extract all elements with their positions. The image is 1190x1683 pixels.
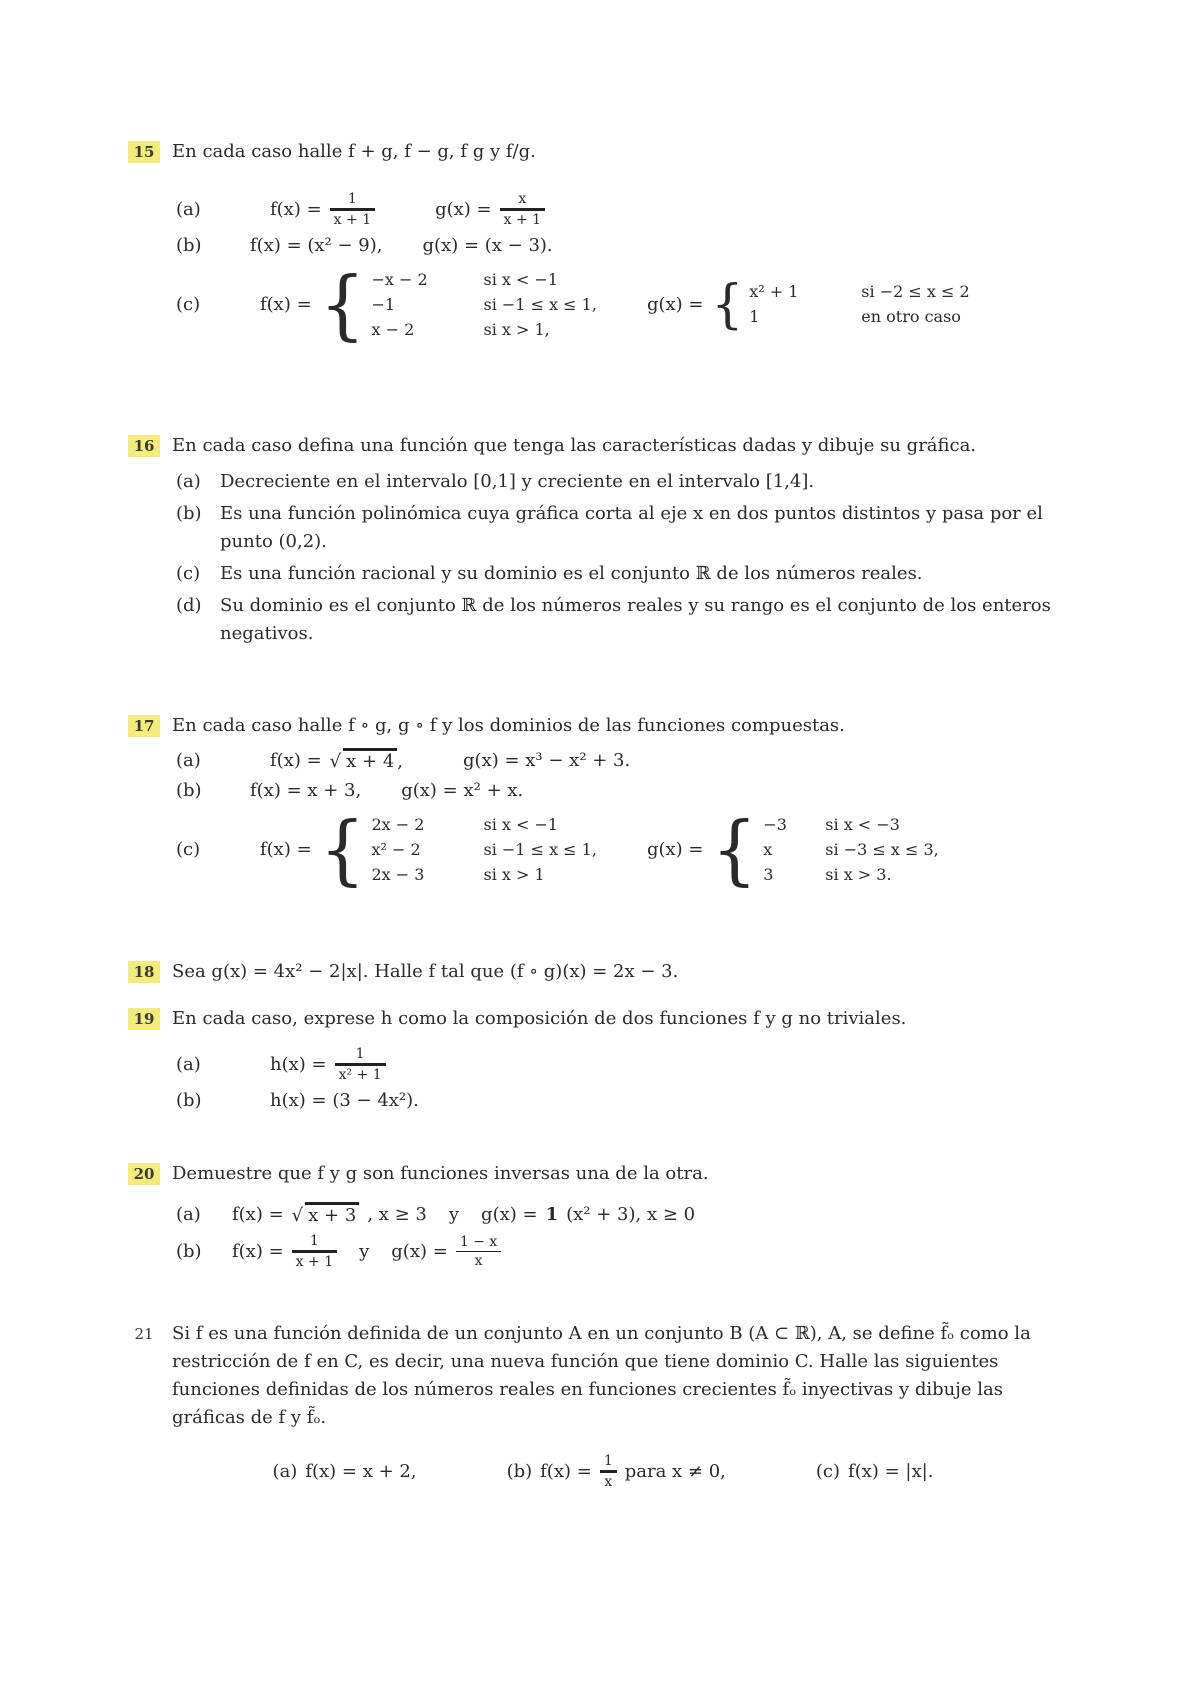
f-definition: f(x) = — [232, 1241, 284, 1262]
brace: { — [711, 273, 744, 335]
exercise-number: 19 — [128, 1008, 160, 1030]
f-definition: f(x) = (x² − 9), — [250, 235, 383, 256]
item-label: (b) — [176, 780, 202, 801]
items-row — [128, 1454, 1078, 1489]
exercise-statement: Si f es una función definida de un conjunto A en un conjunto B (A ⊂ ℝ), A, se define f̃ₒ como la restricción de f en C, es decir, una nueva función que tiene dominio C. Halle las siguientes funciones definidas de los números reales en funciones crecientes f̃ₒ inyectivas y dibuje las gráficas de f y f̃ₒ. — [172, 1323, 1031, 1428]
fraction — [335, 1047, 386, 1082]
brace: { — [319, 804, 366, 894]
list-item — [816, 1454, 934, 1489]
exercise-20 — [128, 1160, 1078, 1277]
exercise-21 — [128, 1320, 1078, 1489]
list-item — [176, 500, 1078, 556]
piecewise-row — [176, 259, 1078, 349]
formula-row: (a) f(x) = √ x + 4 , g(x) = x³ − x² + 3. — [176, 749, 631, 772]
exercise-statement: Sea g(x) = 4x² − 2|x|. Halle f tal que (f ∘ g)(x) = 2x − 3. — [172, 961, 679, 982]
exercise-17 — [128, 712, 1078, 897]
case-expression: x − 2 — [371, 319, 415, 339]
formula-row — [176, 192, 1078, 227]
numerator: 1 − x — [459, 1234, 498, 1250]
item-text: f(x) = |x|. — [848, 1461, 934, 1482]
case-expression: x² + 1 — [749, 282, 799, 301]
item-label: (b) — [176, 503, 202, 524]
g-definition: g(x) = — [481, 1203, 538, 1225]
item-text: Su dominio es el conjunto ℝ de los números reales y su rango es el conjunto de los enteros negativos. — [220, 595, 1051, 644]
coefficient: 1 — [545, 1203, 559, 1225]
item-text: Es una función polinómica cuya gráfica corta al eje x en dos puntos distintos y pasa por el punto (0,2). — [220, 503, 1043, 552]
list-item — [273, 1454, 417, 1489]
case-condition: si x < −1 — [483, 269, 559, 289]
case-condition: si −2 ≤ x ≤ 2 — [861, 282, 970, 301]
brace: { — [711, 804, 758, 894]
exercise-16 — [128, 432, 1078, 652]
case-expression: x — [763, 839, 773, 859]
denominator: x + 1 — [333, 212, 372, 228]
item-label: (a) — [176, 1203, 201, 1225]
exercise-statement: En cada caso halle f ∘ g, g ∘ f y los dominios de las funciones compuestas. — [172, 715, 845, 736]
exercise-number: 15 — [128, 141, 160, 163]
fraction-bar — [335, 1063, 386, 1066]
fraction — [330, 192, 375, 227]
item-label: (c) — [176, 563, 201, 584]
f-definition: f(x) = — [270, 199, 322, 220]
item-label: (a) — [176, 749, 201, 771]
case-expression: 3 — [763, 864, 774, 884]
numerator: 1 — [355, 1046, 365, 1062]
item-label: (b) — [506, 1461, 533, 1482]
case-condition: si −3 ≤ x ≤ 3, — [825, 839, 939, 859]
denominator: x — [474, 1253, 483, 1269]
f-definition: f(x) = — [270, 749, 322, 771]
g-definition: g(x) = x³ − x² + 3. — [463, 749, 631, 771]
g-definition: g(x) = x² + x. — [401, 780, 524, 801]
conjunction: y — [448, 1203, 460, 1225]
list-item — [176, 560, 1078, 588]
formula-row — [176, 1047, 1078, 1082]
exercise-18 — [128, 958, 1078, 986]
list-item — [507, 1454, 726, 1489]
case-expression: −3 — [763, 814, 787, 834]
piecewise-function — [711, 273, 970, 335]
fraction-bar — [600, 1470, 617, 1473]
numerator: 1 — [309, 1233, 319, 1249]
item-label: (c) — [176, 293, 201, 315]
numerator: x — [518, 191, 527, 207]
case-condition: si x > 1 — [483, 864, 545, 884]
case-condition: si x < −1 — [483, 814, 559, 834]
fraction-bar — [500, 208, 545, 211]
fraction-bar — [292, 1250, 337, 1253]
fraction-bar — [456, 1251, 501, 1252]
fraction — [600, 1454, 617, 1489]
formula-row — [176, 1090, 1078, 1111]
g-definition: g(x) = (x − 3). — [422, 235, 553, 256]
formula-row — [176, 235, 1078, 256]
piecewise-function — [319, 804, 597, 894]
case-condition: si −1 ≤ x ≤ 1, — [483, 839, 597, 859]
exercise-number: 18 — [128, 961, 160, 983]
f-definition: f(x) = x + 3, — [250, 780, 362, 801]
exercise-number: 20 — [128, 1163, 160, 1185]
domain-condition: , x ≥ 3 — [367, 1203, 427, 1225]
case-expression: x² − 2 — [371, 839, 421, 859]
case-condition: en otro caso — [861, 307, 961, 326]
item-label: (a) — [176, 199, 201, 220]
list-item — [176, 468, 1078, 496]
exercise-statement: En cada caso halle f + g, f − g, f g y f/g. — [172, 141, 536, 162]
item-label: (c) — [176, 838, 201, 860]
case-condition: si x < −3 — [825, 814, 900, 834]
fraction — [500, 192, 545, 227]
conjunction: y — [359, 1241, 370, 1262]
case-expression: −1 — [371, 294, 396, 314]
g-definition: g(x) = — [435, 199, 492, 220]
f-definition: f(x) = — [260, 293, 312, 315]
piecewise-function — [711, 804, 939, 894]
fraction — [456, 1235, 501, 1268]
case-expression: 1 — [749, 307, 760, 326]
numerator: 1 — [347, 191, 357, 207]
piecewise-row — [176, 804, 1078, 894]
piecewise-function — [319, 259, 597, 349]
item-label: (a) — [176, 471, 201, 492]
h-definition: h(x) = (3 − 4x²). — [270, 1090, 419, 1111]
fraction-bar — [330, 208, 375, 211]
case-condition: si x > 1, — [483, 319, 550, 339]
denominator: x + 1 — [503, 212, 542, 228]
exercise-15 — [128, 138, 1078, 352]
exercise-statement: En cada caso, exprese h como la composición de dos funciones f y g no triviales. — [172, 1008, 907, 1029]
list-item — [176, 592, 1078, 648]
formula-row: (a) f(x) = √ x + 3 , x ≥ 3 y g(x) = 1 (x² + 3), x ≥ 0 — [176, 1203, 696, 1226]
f-definition: f(x) = — [232, 1203, 284, 1225]
g-expression: (x² + 3), x ≥ 0 — [566, 1203, 696, 1225]
denominator: x + 1 — [295, 1254, 334, 1270]
g-definition: g(x) = — [646, 293, 704, 315]
item-label: (d) — [176, 595, 202, 616]
item-label: (a) — [272, 1461, 298, 1482]
numerator: 1 — [603, 1453, 613, 1469]
exercise-19 — [128, 1005, 1078, 1119]
radicand: x + 4 — [343, 748, 397, 772]
g-definition: g(x) = — [646, 838, 704, 860]
exercise-number: 21 — [134, 1325, 154, 1343]
exercise-statement: En cada caso defina una función que tenga las características dadas y dibuje su gráfica. — [172, 435, 977, 456]
item-text: Decreciente en el intervalo [0,1] y creciente en el intervalo [1,4]. — [220, 471, 815, 492]
item-label: (a) — [176, 1054, 201, 1075]
item-text: f(x) = x + 2, — [305, 1461, 417, 1482]
brace: { — [319, 259, 366, 349]
denominator: x — [604, 1474, 613, 1490]
case-expression: 2x − 2 — [371, 814, 425, 834]
item-label: (b) — [176, 1241, 202, 1262]
g-definition: g(x) = — [391, 1241, 448, 1262]
case-condition: si x > 3. — [825, 864, 892, 884]
denominator: x² + 1 — [338, 1067, 382, 1083]
formula-row — [176, 1234, 1078, 1269]
radicand: x + 3 — [305, 1202, 359, 1226]
item-label: (b) — [176, 235, 202, 256]
item-label: (c) — [815, 1461, 841, 1482]
case-expression: −x − 2 — [371, 269, 428, 289]
exercise-number: 16 — [128, 435, 160, 457]
fraction — [292, 1234, 337, 1269]
formula-row — [176, 780, 1078, 801]
case-condition: si −1 ≤ x ≤ 1, — [483, 294, 597, 314]
item-text: Es una función racional y su dominio es el conjunto ℝ de los números reales. — [220, 563, 923, 584]
exercise-number: 17 — [128, 715, 160, 737]
case-expression: 2x − 3 — [371, 864, 425, 884]
domain-condition: para x ≠ 0, — [624, 1461, 726, 1482]
h-definition: h(x) = — [270, 1054, 327, 1075]
item-label: (b) — [176, 1090, 202, 1111]
f-definition: f(x) = — [260, 838, 312, 860]
exercise-statement: Demuestre que f y g son funciones inversas una de la otra. — [172, 1163, 709, 1184]
item-text: f(x) = — [540, 1461, 592, 1482]
